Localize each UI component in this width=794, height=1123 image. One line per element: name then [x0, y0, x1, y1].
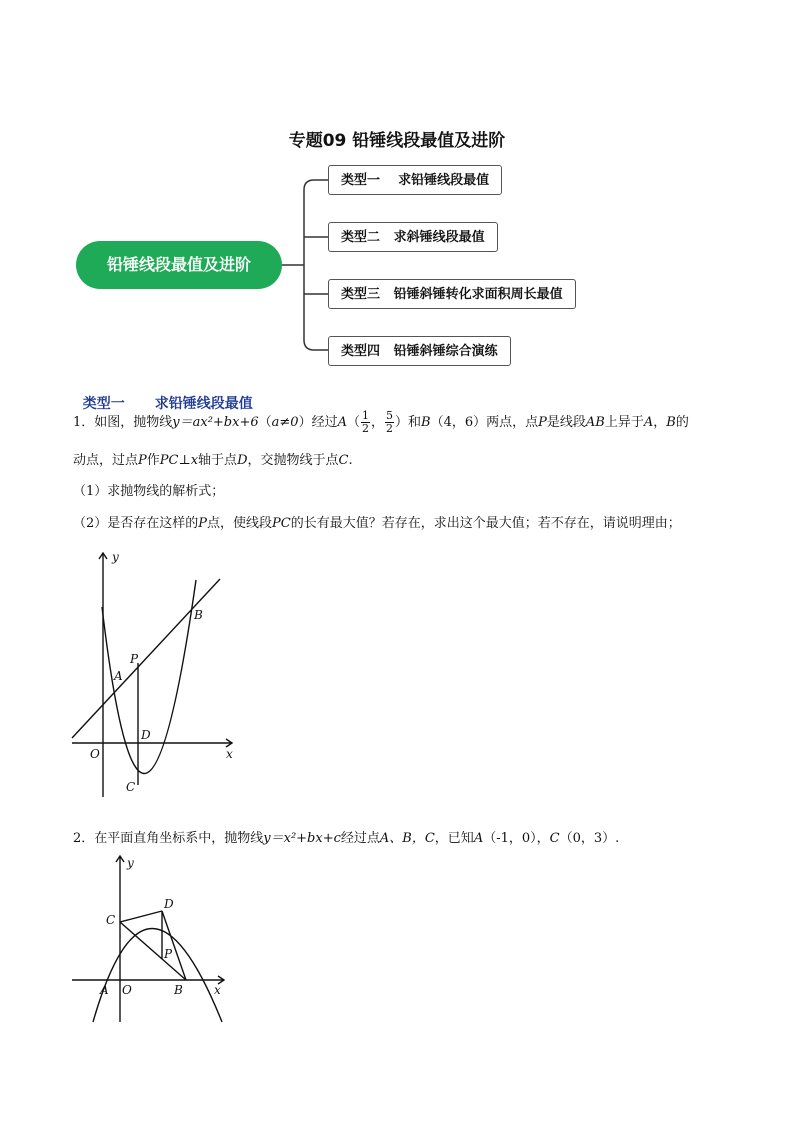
section-title: 求铅锤线段最值	[154, 396, 253, 412]
label-y: y	[127, 856, 134, 870]
parabola	[93, 929, 222, 1023]
line-cd	[120, 911, 162, 922]
mindmap-branch-type2: 类型二 求斜锤线段最值	[328, 222, 498, 252]
page-title: 专题09 铅锤线段最值及进阶	[288, 131, 506, 151]
problem1-line2: 动点，过点P作PC⊥x轴于点D，交抛物线于点C.	[73, 453, 353, 468]
label-c: C	[106, 913, 116, 927]
problem1-figure	[60, 545, 250, 805]
label-b: B	[174, 983, 183, 997]
label-d: D	[164, 897, 174, 911]
fraction-five-half: $\frac{5}{2}$	[386, 409, 394, 435]
problem2-statement: 2．在平面直角坐标系中，抛物线y＝x²+bx+c经过点A、B，C，已知A（-1，0），C（0，3）.	[73, 831, 620, 846]
label-p: P	[130, 652, 139, 666]
fraction-one-half: $\frac{1}{2}$	[362, 409, 369, 435]
problem1-line1: 1．如图，抛物线y＝ax²+bx+6（a≠0）经过A（ $\frac{1}{2}$ ， $\frac{5}{2}$ ）和B（4，6）两点，点P是线段AB上异于A，B的	[73, 409, 689, 435]
label-x: x	[226, 747, 233, 761]
problem1-equation: y＝ax²+bx+6	[172, 415, 259, 430]
label-b: B	[194, 608, 203, 622]
problem1-question2: （2）是否存在这样的P点，使线段PC的长有最大值？若存在，求出这个最大值；若不存在，请说明理由；	[73, 516, 681, 531]
section-heading	[73, 377, 253, 413]
mindmap-branch-type4: 类型四 铅锤斜锤综合演练	[328, 336, 511, 366]
problem2-figure	[60, 850, 240, 1025]
mindmap-branch-type1: 类型一 求铅锤线段最值	[328, 165, 502, 195]
problem1-question1: （1）求抛物线的解析式；	[73, 484, 225, 499]
mindmap-branch-type3: 类型三 铅锤斜锤转化求面积周长最值	[328, 279, 576, 309]
label-a: A	[114, 669, 123, 683]
problem2-equation: y＝x²+bx+c	[263, 831, 341, 846]
label-p: P	[164, 947, 173, 961]
label-c: C	[126, 780, 136, 794]
label-o: O	[122, 983, 132, 997]
mindmap-root: 铅锤线段最值及进阶	[76, 241, 282, 289]
label-d: D	[141, 728, 151, 742]
line-ab	[72, 579, 220, 738]
label-a: A	[100, 983, 109, 997]
section-label: 类型一	[82, 396, 125, 412]
label-o: O	[90, 747, 100, 761]
label-y: y	[112, 550, 119, 564]
label-x: x	[214, 983, 221, 997]
